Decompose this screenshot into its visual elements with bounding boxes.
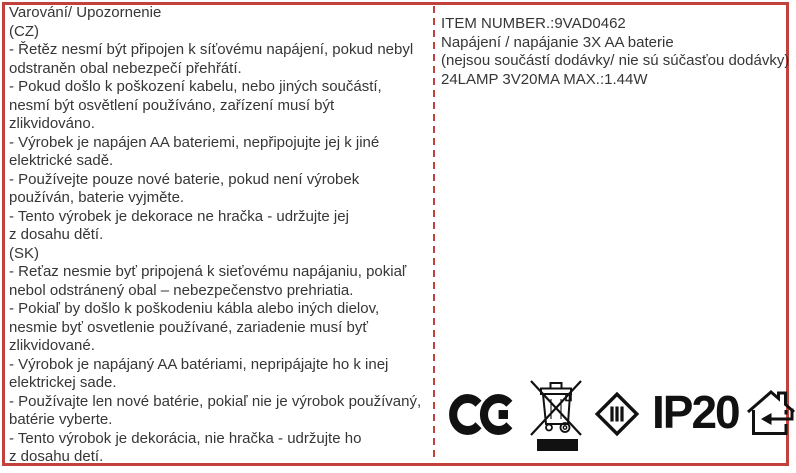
text-line: batérie vyberte. (9, 411, 113, 428)
text-line: 24LAMP 3V20MA MAX.:1.44W (441, 71, 648, 89)
text-line: - Řetěz nesmí být připojen k síťovému napájení, pokud nebyl (9, 41, 414, 58)
text-line: používán, baterie vyjměte. (9, 189, 185, 206)
text-line: nesmí být osvětlení používáno, zařízení musí být (9, 96, 335, 114)
weee-bin-icon (530, 375, 582, 453)
text-line: - Tento výrobok je dekorácia, nie hračka - udržujte ho (9, 429, 362, 447)
text-line: z dosahu dětí. (9, 226, 104, 243)
text-line: zlikvidované. (9, 337, 95, 354)
indoor-use-icon (745, 385, 796, 441)
text-line: - Tento výrobek je dekorace ne hračka - udržujte jej (9, 207, 349, 225)
text-line: nebol odstránený obal – nebezpečenstvo prehriatia. (9, 281, 354, 299)
text-line: - Výrobek je napájen AA bateriemi, nepřipojujte jej k jiné (9, 133, 380, 151)
text-line: (nejsou součástí dodávky/ nie sú súčasťou dodávky) (441, 52, 790, 70)
text-line: nesmie byť osvetlenie používané, zariadenie musí byť (9, 318, 368, 336)
ce-mark-icon (448, 391, 520, 438)
ip-rating: IP20 (652, 386, 739, 438)
text-line: - Používejte pouze nové baterie, pokud není výrobek (9, 170, 360, 188)
text-line: elektrické sadě. (9, 152, 114, 169)
text-line: odstraněn obal nebezpečí přehřátí. (9, 59, 242, 77)
text-line: zlikvidováno. (9, 115, 95, 132)
info-panel (441, 15, 791, 90)
weee-bar (537, 439, 578, 451)
text-line: (SK) (9, 244, 39, 262)
text-line: - Pokiaľ by došlo k poškodeniu kábla alebo iných dielov, (9, 300, 380, 317)
warning-panel (9, 4, 433, 467)
text-line: - Výrobok je napájaný AA batériami, nepripájajte ho k inej (9, 355, 389, 373)
certification-marks (446, 374, 796, 454)
text-line: Varování/ Upozornenie (9, 4, 162, 21)
text-line: - Používajte len nové batérie, pokiaľ nie je výrobok používaný, (9, 392, 422, 410)
text-line: - Reťaz nesmie byť pripojená k sieťovému napájaniu, pokiaľ (9, 263, 407, 280)
text-line: z dosahu detí. (9, 448, 104, 465)
text-line: ITEM NUMBER.:9VAD0462 (441, 15, 626, 32)
text-line: elektrickej sade. (9, 374, 117, 391)
class-iii-icon (591, 388, 643, 440)
text-line: (CZ) (9, 22, 39, 40)
text-line: Napájení / napájanie 3X AA baterie (441, 33, 674, 51)
column-divider (433, 6, 435, 462)
text-line: - Pokud došlo k poškození kabelu, nebo jiných součástí, (9, 78, 382, 95)
